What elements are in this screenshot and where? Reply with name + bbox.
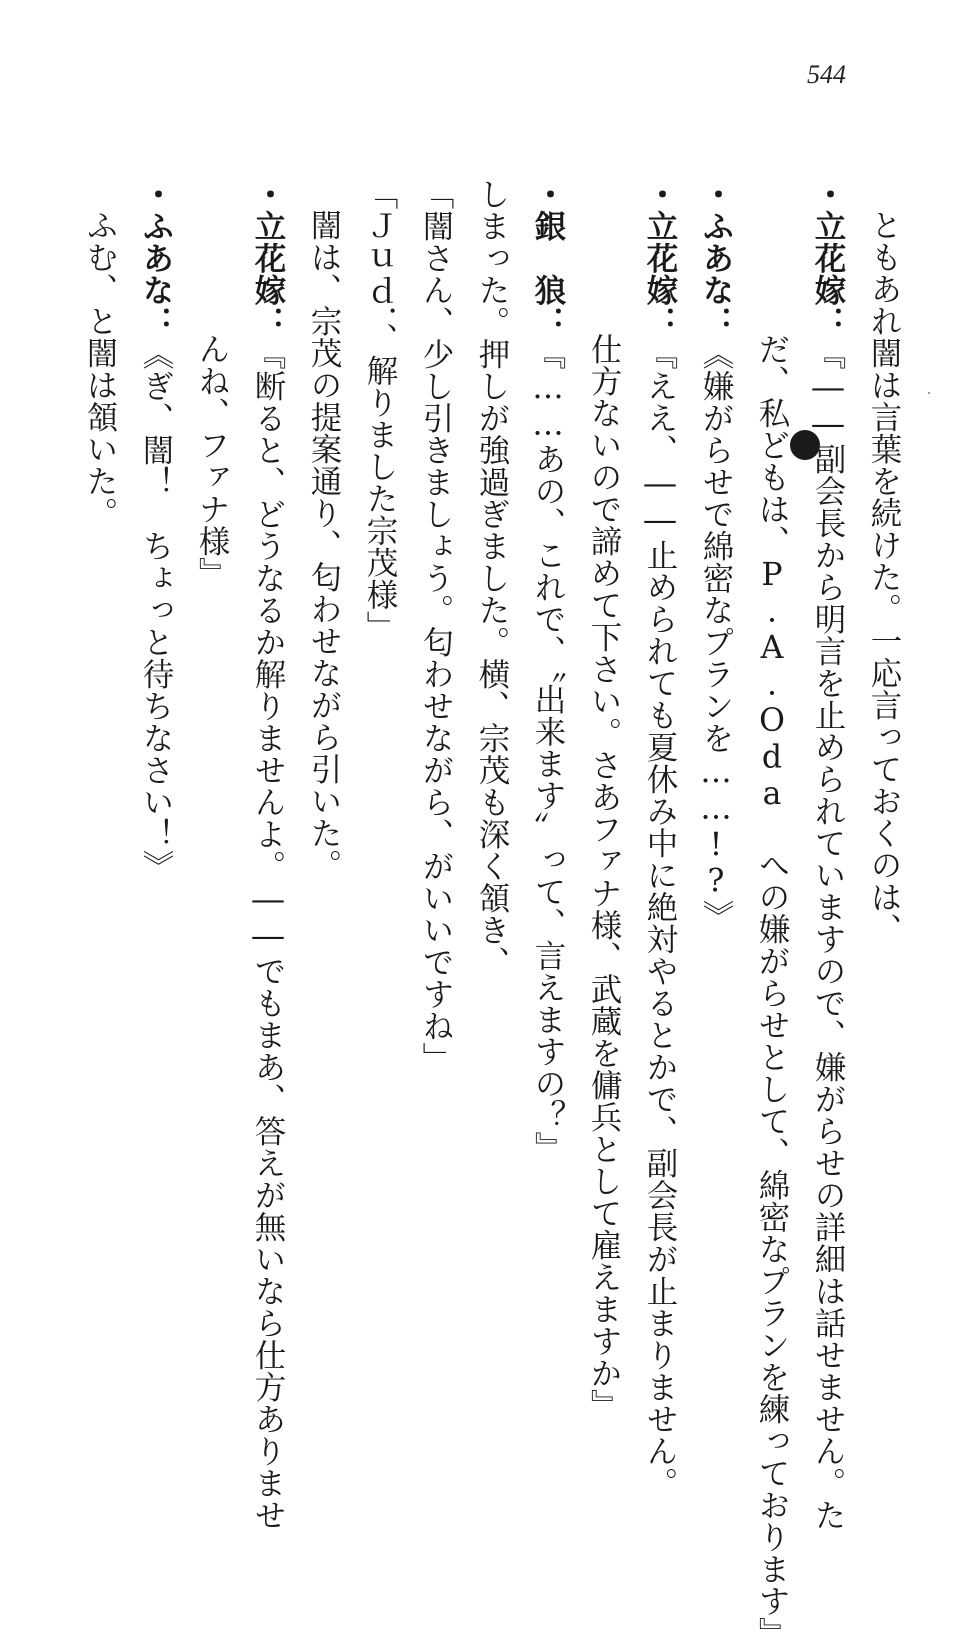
- dialogue-line: [520, 178, 576, 1398]
- speaker-label: ・立花嫁：: [810, 178, 846, 338]
- narration-line: 闇は、宗茂の提案通り、匂わせながら引いた。: [306, 209, 342, 881]
- narration-line: しまった。押しが強過ぎました。横、宗茂も深く頷き、: [474, 178, 510, 978]
- dialogue-text: 『――副会長から明言を止められていますので、嫌がらせの詳細は話せません。た: [810, 338, 846, 1531]
- speaker-label: ・ふあな：: [138, 178, 174, 338]
- dialogue-text: 《嫌がらせで綿密なプランを……!?》: [698, 338, 734, 932]
- narration-line: 「Ｊｕｄ．、解りました宗茂様」: [362, 178, 398, 643]
- narration-line: 「闇さん、少し引きましょう。匂わせながら、がいいですね」: [418, 178, 454, 1074]
- speaker-label: ・立花嫁：: [250, 178, 286, 338]
- dialogue-text: 《ぎ、闇！ ちょっと待ちなさい！》: [138, 338, 174, 882]
- continuation-line: んね、ファナ様』: [194, 333, 230, 589]
- dialogue-line: [688, 178, 744, 1398]
- vertical-text-body: [72, 178, 912, 1649]
- speaker-label: ・銀 狼：: [530, 178, 566, 338]
- dialogue-line: [128, 178, 184, 1398]
- continuation-line: だ、私どもは、P.A.Oda への嫌がらせとして、綿密なプランを練っております』: [754, 333, 790, 1649]
- margin-speck: [928, 392, 930, 394]
- narration-line: ともあれ闇は言葉を続けた。一応言っておくのは、: [866, 209, 902, 945]
- continuation-line: 仕方ないので諦めて下さい。さあファナ様、武蔵を傭兵として雇えますか』: [586, 333, 622, 1421]
- dialogue-line: [800, 178, 856, 1531]
- dialogue-text: 『……あの、これで、〝出来ます〟って、言えますの？』: [530, 338, 566, 1164]
- dialogue-text: 『ええ、――止められても夏休み中に絶対やるとかで、副会長が止まりません。: [642, 338, 678, 1499]
- dialogue-text: 『断ると、どうなるか解りませんよ。――でもまあ、答えが無いなら仕方ありませ: [250, 338, 286, 1531]
- page-number: 544: [807, 60, 846, 89]
- dialogue-line: [240, 178, 296, 1531]
- narration-line: ふむ、と闇は頷いた。: [82, 209, 118, 529]
- speaker-label: ・立花嫁：: [642, 178, 678, 338]
- speaker-label: ・ふあな：: [698, 178, 734, 338]
- dialogue-line: [632, 178, 688, 1499]
